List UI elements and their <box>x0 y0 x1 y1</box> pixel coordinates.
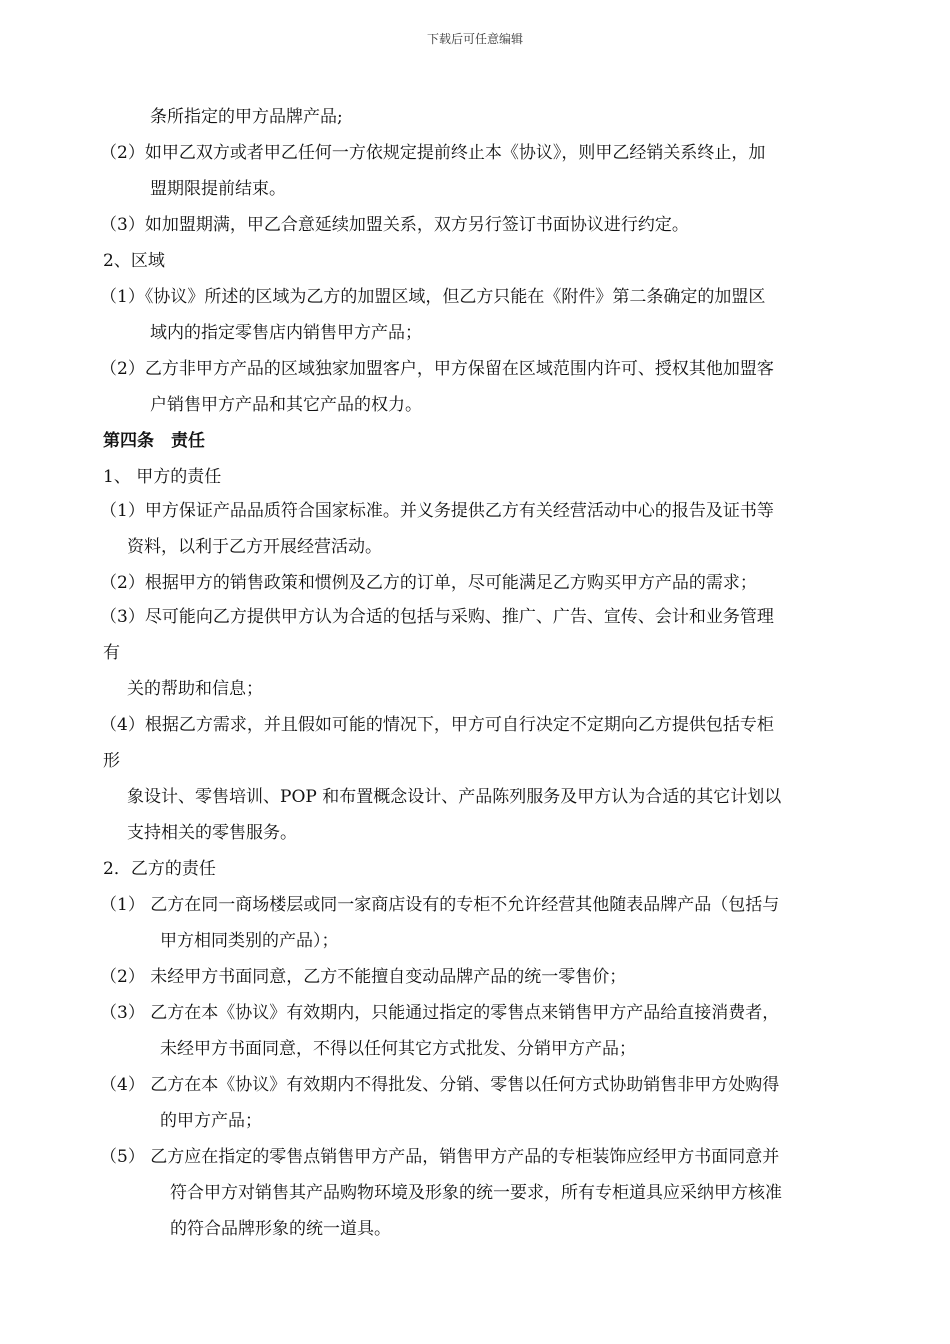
text-line: 象设计、零售培训、POP 和布置概念设计、产品陈列服务及甲方认为合适的其它计划以 <box>127 787 782 807</box>
text-line: 户销售甲方产品和其它产品的权力。 <box>150 395 422 415</box>
text-line: （4）根据乙方需求，并且假如可能的情况下，甲方可自行决定不定期向乙方提供包括专柜 <box>100 715 774 735</box>
text-line: （4） 乙方在本《协议》有效期内不得批发、分销、零售以任何方式协助销售非甲方处购得 <box>100 1075 780 1095</box>
text-line: （2）乙方非甲方产品的区域独家加盟客户，甲方保留在区域范围内许可、授权其他加盟客 <box>100 359 774 379</box>
page-header: 下载后可任意编辑 <box>426 32 523 46</box>
text-line: 甲方相同类别的产品）； <box>160 931 339 951</box>
text-line: 有 <box>103 643 120 663</box>
text-line: （5） 乙方应在指定的零售点销售甲方产品，销售甲方产品的专柜装饰应经甲方书面同意并 <box>100 1147 780 1167</box>
text-line: 域内的指定零售店内销售甲方产品； <box>150 323 422 343</box>
text-line: （3）尽可能向乙方提供甲方认为合适的包括与采购、推广、广告、宣传、会计和业务管理 <box>100 607 774 627</box>
text-line: （2）根据甲方的销售政策和惯例及乙方的订单，尽可能满足乙方购买甲方产品的需求； <box>100 573 757 593</box>
text-line: （2）如甲乙双方或者甲乙任何一方依规定提前终止本《协议》，则甲乙经销关系终止，加 <box>100 143 766 163</box>
section-heading: 1、 甲方的责任 <box>103 467 222 487</box>
text-line: （2） 未经甲方书面同意，乙方不能擅自变动品牌产品的统一零售价； <box>100 967 627 987</box>
text-line: 的符合品牌形象的统一道具。 <box>170 1219 391 1239</box>
text-line: 资料，以利于乙方开展经营活动。 <box>127 537 382 557</box>
text-line: 的甲方产品； <box>160 1111 262 1131</box>
text-line: （1）甲方保证产品品质符合国家标准。并义务提供乙方有关经营活动中心的报告及证书等 <box>100 501 774 521</box>
text-line: 关的帮助和信息； <box>127 679 263 699</box>
text-line: （3） 乙方在本《协议》有效期内，只能通过指定的零售点来销售甲方产品给直接消费者， <box>100 1003 780 1023</box>
text-line: 条所指定的甲方品牌产品; <box>150 107 343 127</box>
text-line: 支持相关的零售服务。 <box>127 823 297 843</box>
text-line: 形 <box>103 751 120 771</box>
section-heading: 2．乙方的责任 <box>103 859 216 879</box>
text-line: （3）如加盟期满，甲乙合意延续加盟关系，双方另行签订书面协议进行约定。 <box>100 215 689 235</box>
text-line: 符合甲方对销售其产品购物环境及形象的统一要求，所有专柜道具应采纳甲方核准 <box>170 1183 782 1203</box>
text-line: （1）《协议》所述的区域为乙方的加盟区域，但乙方只能在《附件》第二条确定的加盟区 <box>100 287 766 307</box>
text-line: 盟期限提前结束。 <box>150 179 286 199</box>
article-heading: 第四条 责任 <box>103 431 205 451</box>
text-line: （1） 乙方在同一商场楼层或同一家商店设有的专柜不允许经营其他随表品牌产品（包括与 <box>100 895 780 915</box>
text-line: 未经甲方书面同意，不得以任何其它方式批发、分销甲方产品； <box>160 1039 636 1059</box>
section-heading: 2、区域 <box>103 251 165 271</box>
